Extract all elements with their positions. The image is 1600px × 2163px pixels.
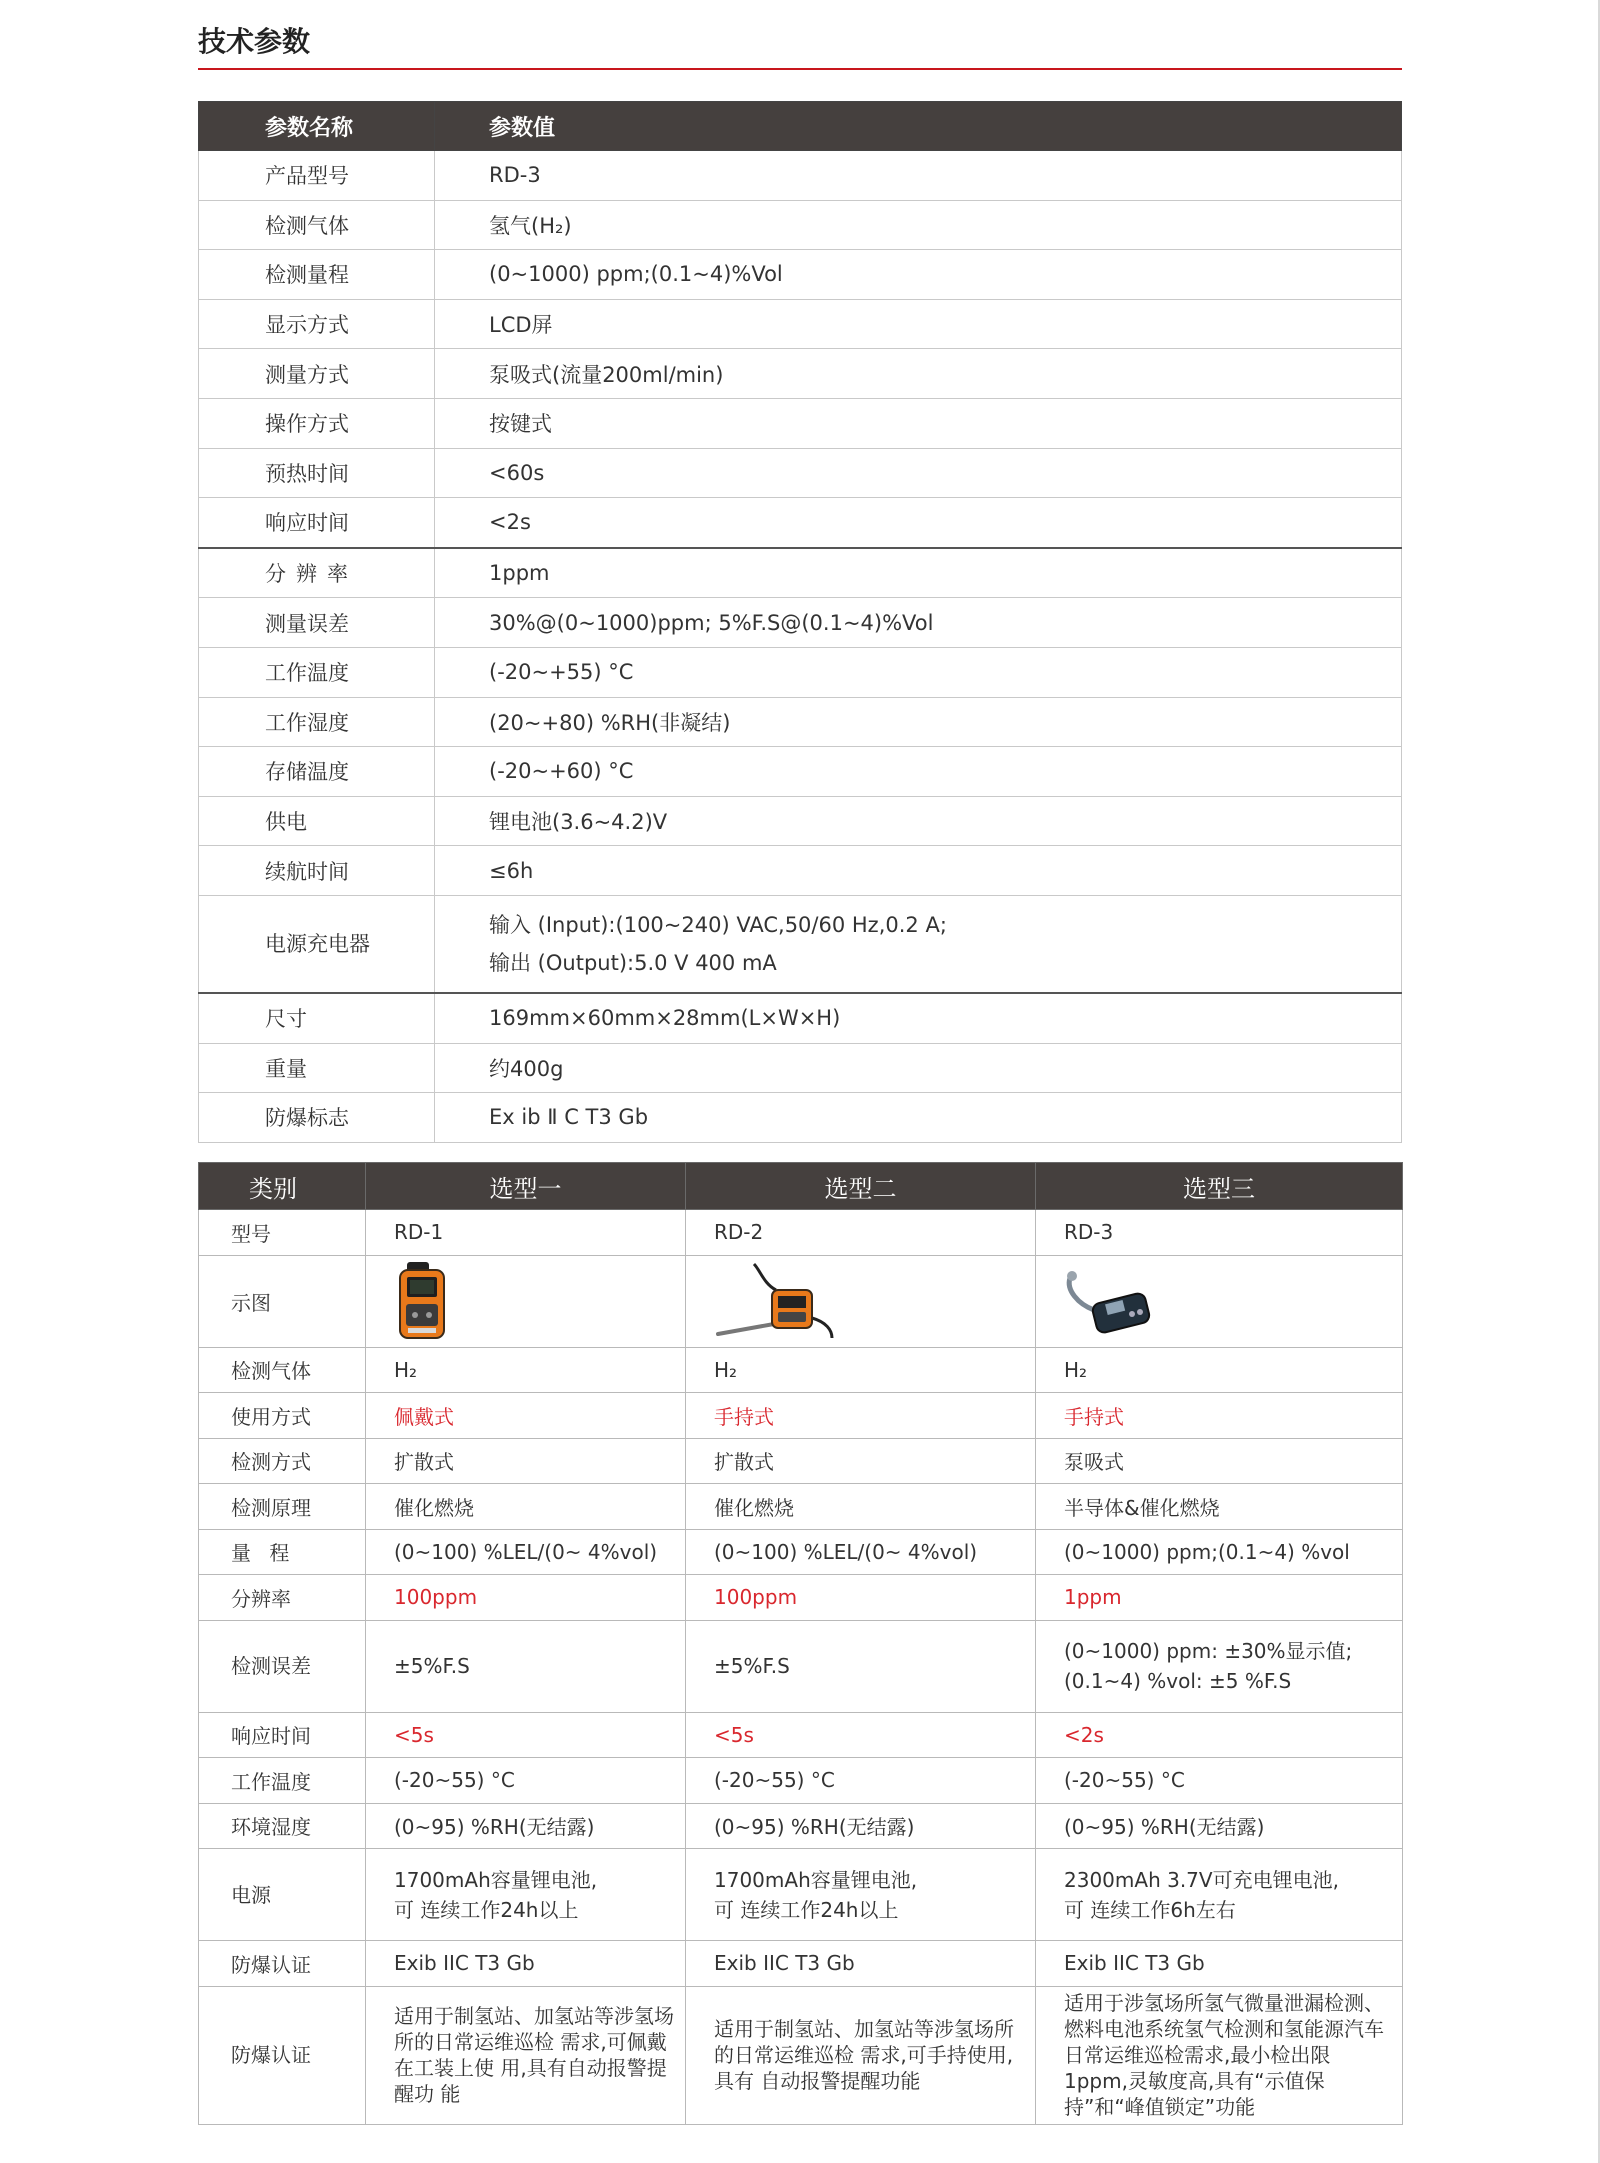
- row-label: 电源: [199, 1849, 366, 1941]
- spec-row: [199, 349, 1402, 399]
- spec-name: 测量方式: [199, 349, 435, 399]
- cell: 半导体&催化燃烧: [1036, 1484, 1403, 1530]
- spec-row: [199, 250, 1402, 300]
- spec-value: [435, 895, 1402, 993]
- compare-table: [198, 1162, 1403, 2125]
- row-label: 示图: [199, 1255, 366, 1347]
- compare-row-power: [199, 1849, 1403, 1941]
- cell: 手持式: [1036, 1393, 1403, 1439]
- cell: H₂: [686, 1347, 1036, 1393]
- cell: Exib IIC T3 Gb: [686, 1941, 1036, 1987]
- cell-line: 可 连续工作24h以上: [714, 1897, 899, 1922]
- spec-value: ≤6h: [435, 846, 1402, 896]
- compare-row-application: [199, 1986, 1403, 2124]
- header-param-name: 参数名称: [199, 102, 435, 151]
- cell-line: 1700mAh容量锂电池,: [394, 1867, 598, 1892]
- spec-name: 防爆标志: [199, 1093, 435, 1143]
- row-label: 检测方式: [199, 1438, 366, 1484]
- spec-value: <60s: [435, 448, 1402, 498]
- cell: 100ppm: [366, 1575, 686, 1621]
- spec-value: (20~+80) %RH(非凝结): [435, 697, 1402, 747]
- compare-row-resolution: [199, 1575, 1403, 1621]
- page-title: 技术参数: [198, 25, 311, 58]
- wand-detector-icon: [1064, 1260, 1154, 1342]
- charger-input: 输入 (Input):(100~240) VAC,50/60 Hz,0.2 A;: [489, 912, 947, 937]
- cell: <5s: [366, 1712, 686, 1758]
- cell: RD-2: [686, 1210, 1036, 1256]
- cell-line: 2300mAh 3.7V可充电锂电池,: [1064, 1867, 1339, 1892]
- compare-row-response: [199, 1712, 1403, 1758]
- probe-detector-icon: [714, 1260, 844, 1342]
- compare-row-ex-cert: [199, 1941, 1403, 1987]
- cell: 催化燃烧: [686, 1484, 1036, 1530]
- cell: (0~1000) ppm;(0.1~4) %vol: [1036, 1529, 1403, 1575]
- compare-row-range: [199, 1529, 1403, 1575]
- spec-row: [199, 200, 1402, 250]
- compare-row-humidity: [199, 1803, 1403, 1849]
- cell-line: 1700mAh容量锂电池,: [714, 1867, 918, 1892]
- row-label: 工作温度: [199, 1758, 366, 1804]
- charger-output: 输出 (Output):5.0 V 400 mA: [489, 950, 777, 975]
- title-underline: [198, 68, 1402, 70]
- spec-value: 氢气(H₂): [435, 200, 1402, 250]
- cell: Exib IIC T3 Gb: [366, 1941, 686, 1987]
- row-label: 防爆认证: [199, 1986, 366, 2124]
- spec-row: [199, 1093, 1402, 1143]
- cell: RD-3: [1036, 1210, 1403, 1256]
- spec-name: 分辨率: [199, 548, 435, 598]
- row-label: 响应时间: [199, 1712, 366, 1758]
- row-label: 环境湿度: [199, 1803, 366, 1849]
- row-label: 检测原理: [199, 1484, 366, 1530]
- spec-value: 1ppm: [435, 548, 1402, 598]
- spec-name: 电源充电器: [199, 895, 435, 993]
- cell: (0~100) %LEL/(0~ 4%vol): [686, 1529, 1036, 1575]
- row-label: 检测误差: [199, 1620, 366, 1712]
- spec-value: 约400g: [435, 1043, 1402, 1093]
- cell: 1ppm: [1036, 1575, 1403, 1621]
- spec-name: 响应时间: [199, 498, 435, 548]
- spec-value: <2s: [435, 498, 1402, 548]
- cell: [366, 1849, 686, 1941]
- spec-row: [199, 697, 1402, 747]
- spec-header-row: [199, 102, 1402, 151]
- spec-value: 锂电池(3.6~4.2)V: [435, 796, 1402, 846]
- spec-row: [199, 598, 1402, 648]
- spec-value: (-20~+55) °C: [435, 647, 1402, 697]
- cell: (-20~55) °C: [686, 1758, 1036, 1804]
- cell: Exib IIC T3 Gb: [1036, 1941, 1403, 1987]
- cell: <5s: [686, 1712, 1036, 1758]
- cell: (0~95) %RH(无结露): [366, 1803, 686, 1849]
- header-option-1: 选型一: [366, 1163, 686, 1210]
- spec-row: [199, 647, 1402, 697]
- spec-name: 供电: [199, 796, 435, 846]
- spec-value: (0~1000) ppm;(0.1~4)%Vol: [435, 250, 1402, 300]
- spec-row: [199, 151, 1402, 201]
- spec-value: 按键式: [435, 398, 1402, 448]
- spec-value: Ex ib Ⅱ C T3 Gb: [435, 1093, 1402, 1143]
- spec-name: 重量: [199, 1043, 435, 1093]
- row-label: 防爆认证: [199, 1941, 366, 1987]
- cell: 扩散式: [366, 1438, 686, 1484]
- spec-row: [199, 895, 1402, 993]
- cell-line: 可 连续工作24h以上: [394, 1897, 579, 1922]
- cell: 泵吸式: [1036, 1438, 1403, 1484]
- cell: RD-1: [366, 1210, 686, 1256]
- cell: 适用于涉氢场所氢气微量泄漏检测、燃料电池系统氢气检测和氢能源汽车日常运维巡检需求,最小检出限1ppm,灵敏度高,具有“示值保持”和“峰值锁定”功能: [1036, 1986, 1403, 2124]
- cell: 适用于制氢站、加氢站等涉氢场所的日常运维巡检 需求,可佩戴在工装上使 用,具有自动报警提醒功 能: [366, 1986, 686, 2124]
- cell: ±5%F.S: [686, 1620, 1036, 1712]
- spec-value: LCD屏: [435, 299, 1402, 349]
- spec-name: 预热时间: [199, 448, 435, 498]
- spec-row: [199, 548, 1402, 598]
- spec-row: [199, 796, 1402, 846]
- row-label: 检测气体: [199, 1347, 366, 1393]
- row-label: 型号: [199, 1210, 366, 1256]
- spec-table: [198, 101, 1402, 1143]
- spec-value: RD-3: [435, 151, 1402, 201]
- spec-name: 检测气体: [199, 200, 435, 250]
- spec-name: 产品型号: [199, 151, 435, 201]
- spec-row: [199, 993, 1402, 1043]
- cell: 手持式: [686, 1393, 1036, 1439]
- cell-line: 可 连续工作6h左右: [1064, 1897, 1236, 1922]
- spec-name: 显示方式: [199, 299, 435, 349]
- cell: <2s: [1036, 1712, 1403, 1758]
- cell: [686, 1849, 1036, 1941]
- row-label: 分辨率: [199, 1575, 366, 1621]
- compare-row-method: [199, 1438, 1403, 1484]
- spec-name: 存储温度: [199, 747, 435, 797]
- cell-line: (0.1~4) %vol: ±5 %F.S: [1064, 1669, 1292, 1693]
- cell: [1036, 1255, 1403, 1347]
- compare-row-principle: [199, 1484, 1403, 1530]
- spec-row: [199, 846, 1402, 896]
- spec-row: [199, 398, 1402, 448]
- spec-name: 工作温度: [199, 647, 435, 697]
- cell: [1036, 1620, 1403, 1712]
- cell-line: (0~1000) ppm: ±30%显示值;: [1064, 1639, 1353, 1663]
- cell: [366, 1255, 686, 1347]
- cell: 适用于制氢站、加氢站等涉氢场所的日常运维巡检 需求,可手持使用,具有 自动报警提醒功能: [686, 1986, 1036, 2124]
- cell: H₂: [366, 1347, 686, 1393]
- spec-value: 30%@(0~1000)ppm; 5%F.S@(0.1~4)%Vol: [435, 598, 1402, 648]
- spec-name: 检测量程: [199, 250, 435, 300]
- cell: 催化燃烧: [366, 1484, 686, 1530]
- spec-row: [199, 498, 1402, 548]
- compare-row-error: [199, 1620, 1403, 1712]
- spec-row: [199, 747, 1402, 797]
- header-option-3: 选型三: [1036, 1163, 1403, 1210]
- header-param-value: 参数值: [435, 102, 1402, 151]
- cell: 扩散式: [686, 1438, 1036, 1484]
- row-label: 使用方式: [199, 1393, 366, 1439]
- spec-row: [199, 299, 1402, 349]
- cell: (-20~55) °C: [366, 1758, 686, 1804]
- compare-row-usage: [199, 1393, 1403, 1439]
- cell: H₂: [1036, 1347, 1403, 1393]
- cell: 100ppm: [686, 1575, 1036, 1621]
- cell: ±5%F.S: [366, 1620, 686, 1712]
- spec-name: 续航时间: [199, 846, 435, 896]
- spec-name: 工作湿度: [199, 697, 435, 747]
- cell: [1036, 1849, 1403, 1941]
- header-option-2: 选型二: [686, 1163, 1036, 1210]
- cell: (0~100) %LEL/(0~ 4%vol): [366, 1529, 686, 1575]
- cell: 佩戴式: [366, 1393, 686, 1439]
- cell: (0~95) %RH(无结露): [686, 1803, 1036, 1849]
- spec-value: (-20~+60) °C: [435, 747, 1402, 797]
- compare-row-images: [199, 1255, 1403, 1347]
- spec-value: 169mm×60mm×28mm(L×W×H): [435, 993, 1402, 1043]
- header-category: 类别: [199, 1163, 366, 1210]
- spec-value: 泵吸式(流量200ml/min): [435, 349, 1402, 399]
- spec-name: 测量误差: [199, 598, 435, 648]
- compare-row-model: [199, 1210, 1403, 1256]
- compare-row-gas: [199, 1347, 1403, 1393]
- row-label: 量 程: [199, 1529, 366, 1575]
- compare-row-temp: [199, 1758, 1403, 1804]
- spec-row: [199, 448, 1402, 498]
- spec-row: [199, 1043, 1402, 1093]
- cell: (0~95) %RH(无结露): [1036, 1803, 1403, 1849]
- cell: [686, 1255, 1036, 1347]
- spec-name: 尺寸: [199, 993, 435, 1043]
- handheld-detector-icon: [394, 1260, 464, 1342]
- cell: (-20~55) °C: [1036, 1758, 1403, 1804]
- spec-name: 操作方式: [199, 398, 435, 448]
- compare-header-row: [199, 1163, 1403, 1210]
